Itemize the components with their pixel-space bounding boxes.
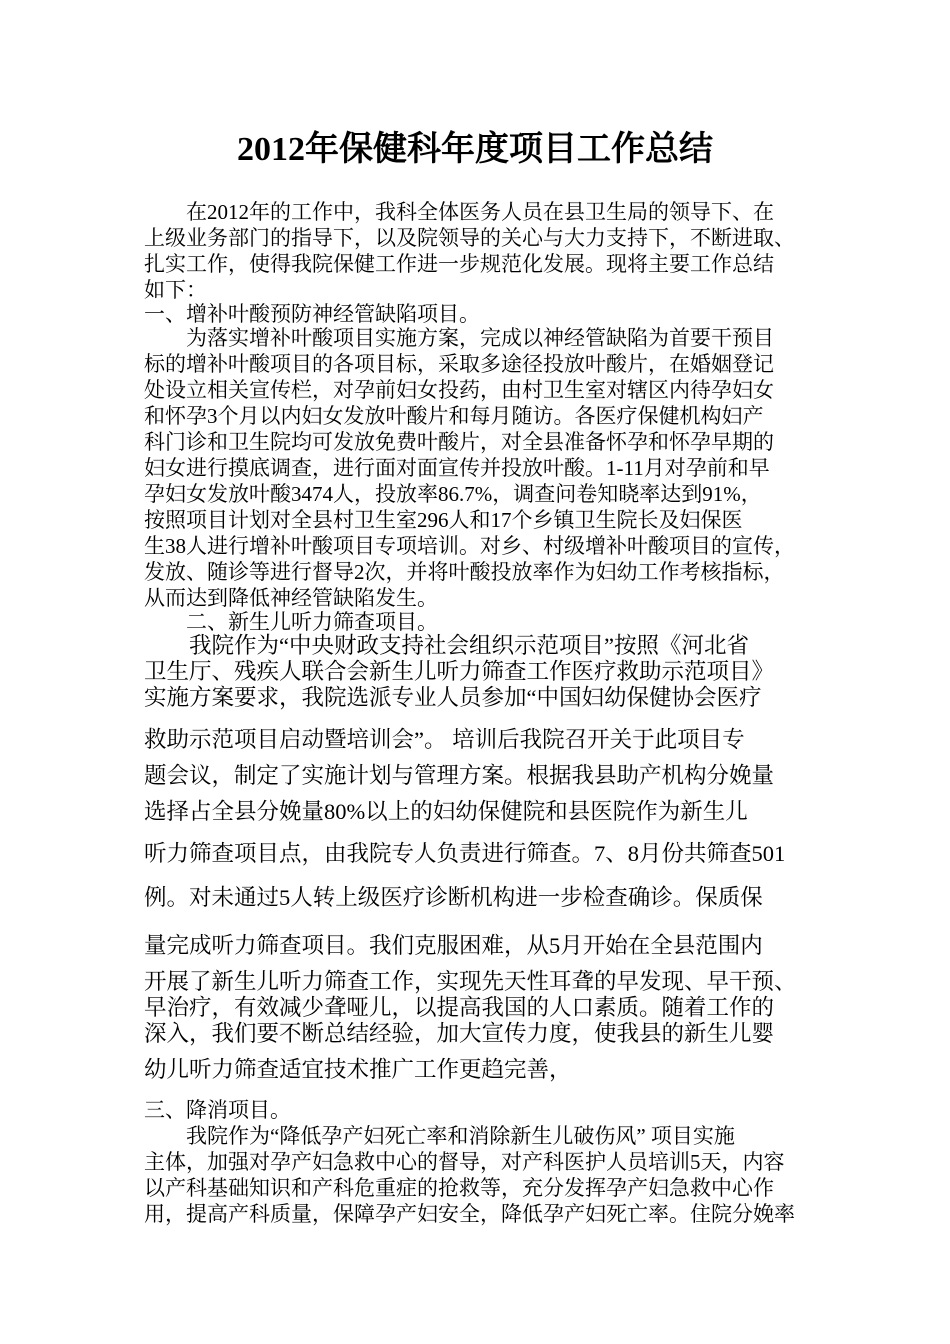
- body-line: 幼儿听力筛查适宜技术推广工作更趋完善，: [144, 1057, 572, 1082]
- body-line: 开展了新生儿听力筛查工作，实现先天性耳聋的早发现、早干预、: [144, 969, 797, 994]
- body-line: 生38人进行增补叶酸项目专项培训。对乡、村级增补叶酸项目的宣传，: [144, 534, 795, 558]
- body-line: 主体，加强对孕产妇急救中心的督导，对产科医护人员培训5天，内容: [144, 1150, 785, 1174]
- body-line: 深入，我们要不断总结经验，加大宣传力度，使我县的新生儿婴: [144, 1021, 775, 1046]
- body-line: 实施方案要求，我院选派专业人员参加“中国妇幼保健协会医疗: [144, 685, 762, 710]
- body-line: 妇女进行摸底调查，进行面对面宣传并投放叶酸。1-11月对孕前和早: [144, 456, 770, 480]
- body-line: 上级业务部门的指导下，以及院领导的关心与大力支持下，不断进取、: [144, 226, 795, 250]
- body-line: 量完成听力筛查项目。我们克服困难，从5月开始在全县范围内: [144, 933, 763, 958]
- body-line: 我院作为“降低孕产妇死亡率和消除新生儿破伤风” 项目实施: [144, 1124, 735, 1148]
- body-line: 从而达到降低神经管缺陷发生。: [144, 586, 438, 610]
- body-line: 在2012年的工作中，我科全体医务人员在县卫生局的领导下、在: [144, 200, 774, 224]
- body-line: 孕妇女发放叶酸3474人，投放率86.7%，调查问卷知晓率达到91%，: [144, 482, 762, 506]
- body-line: 题会议，制定了实施计划与管理方案。根据我县助产机构分娩量: [144, 763, 775, 788]
- body-line: 听力筛查项目点，由我院专人负责进行筛查。7、8月份共筛查501: [144, 841, 786, 866]
- body-line: 例。对未通过5人转上级医疗诊断机构进一步检查确诊。保质保: [144, 885, 763, 910]
- body-line: 和怀孕3个月以内妇女发放叶酸片和每月随访。各医疗保健机构妇产: [144, 404, 764, 428]
- section-heading: 一、增补叶酸预防神经管缺陷项目。: [144, 302, 480, 326]
- body-line: 如下：: [144, 278, 207, 302]
- body-line: 为落实增补叶酸项目实施方案，完成以神经管缺陷为首要干预目: [144, 326, 774, 350]
- body-line: 标的增补叶酸项目的各项目标，采取多途径投放叶酸片，在婚姻登记: [144, 352, 774, 376]
- body-line: 发放、随诊等进行督导2次，并将叶酸投放率作为妇幼工作考核指标，: [144, 560, 785, 584]
- body-line: 以产科基础知识和产科危重症的抢救等，充分发挥孕产妇急救中心作: [144, 1176, 774, 1200]
- body-line: 我院作为“中央财政支持社会组织示范项目”按照《河北省: [144, 633, 749, 658]
- body-line: 按照项目计划对全县村卫生室296人和17个乡镇卫生院长及妇保医: [144, 508, 743, 532]
- section-heading: 三、降消项目。: [144, 1098, 291, 1122]
- section-heading: 二、新生儿听力筛查项目。: [144, 610, 438, 634]
- body-line: 卫生厅、残疾人联合会新生儿听力筛查工作医疗救助示范项目》: [144, 659, 775, 684]
- body-line: 早治疗，有效减少聋哑儿，以提高我国的人口素质。随着工作的: [144, 995, 775, 1020]
- document-title: 2012年保健科年度项目工作总结: [237, 131, 713, 168]
- body-line: 用，提高产科质量，保障孕产妇安全，降低孕产妇死亡率。住院分娩率: [144, 1202, 795, 1226]
- body-line: 科门诊和卫生院均可发放免费叶酸片，对全县准备怀孕和怀孕早期的: [144, 430, 774, 454]
- body-line: 处设立相关宣传栏，对孕前妇女投药，由村卫生室对辖区内待孕妇女: [144, 378, 774, 402]
- body-line: 选择占全县分娩量80%以上的妇幼保健院和县医院作为新生儿: [144, 799, 748, 824]
- body-line: 救助示范项目启动暨培训会”。 培训后我院召开关于此项目专: [144, 727, 745, 752]
- body-line: 扎实工作，使得我院保健工作进一步规范化发展。现将主要工作总结: [144, 252, 774, 276]
